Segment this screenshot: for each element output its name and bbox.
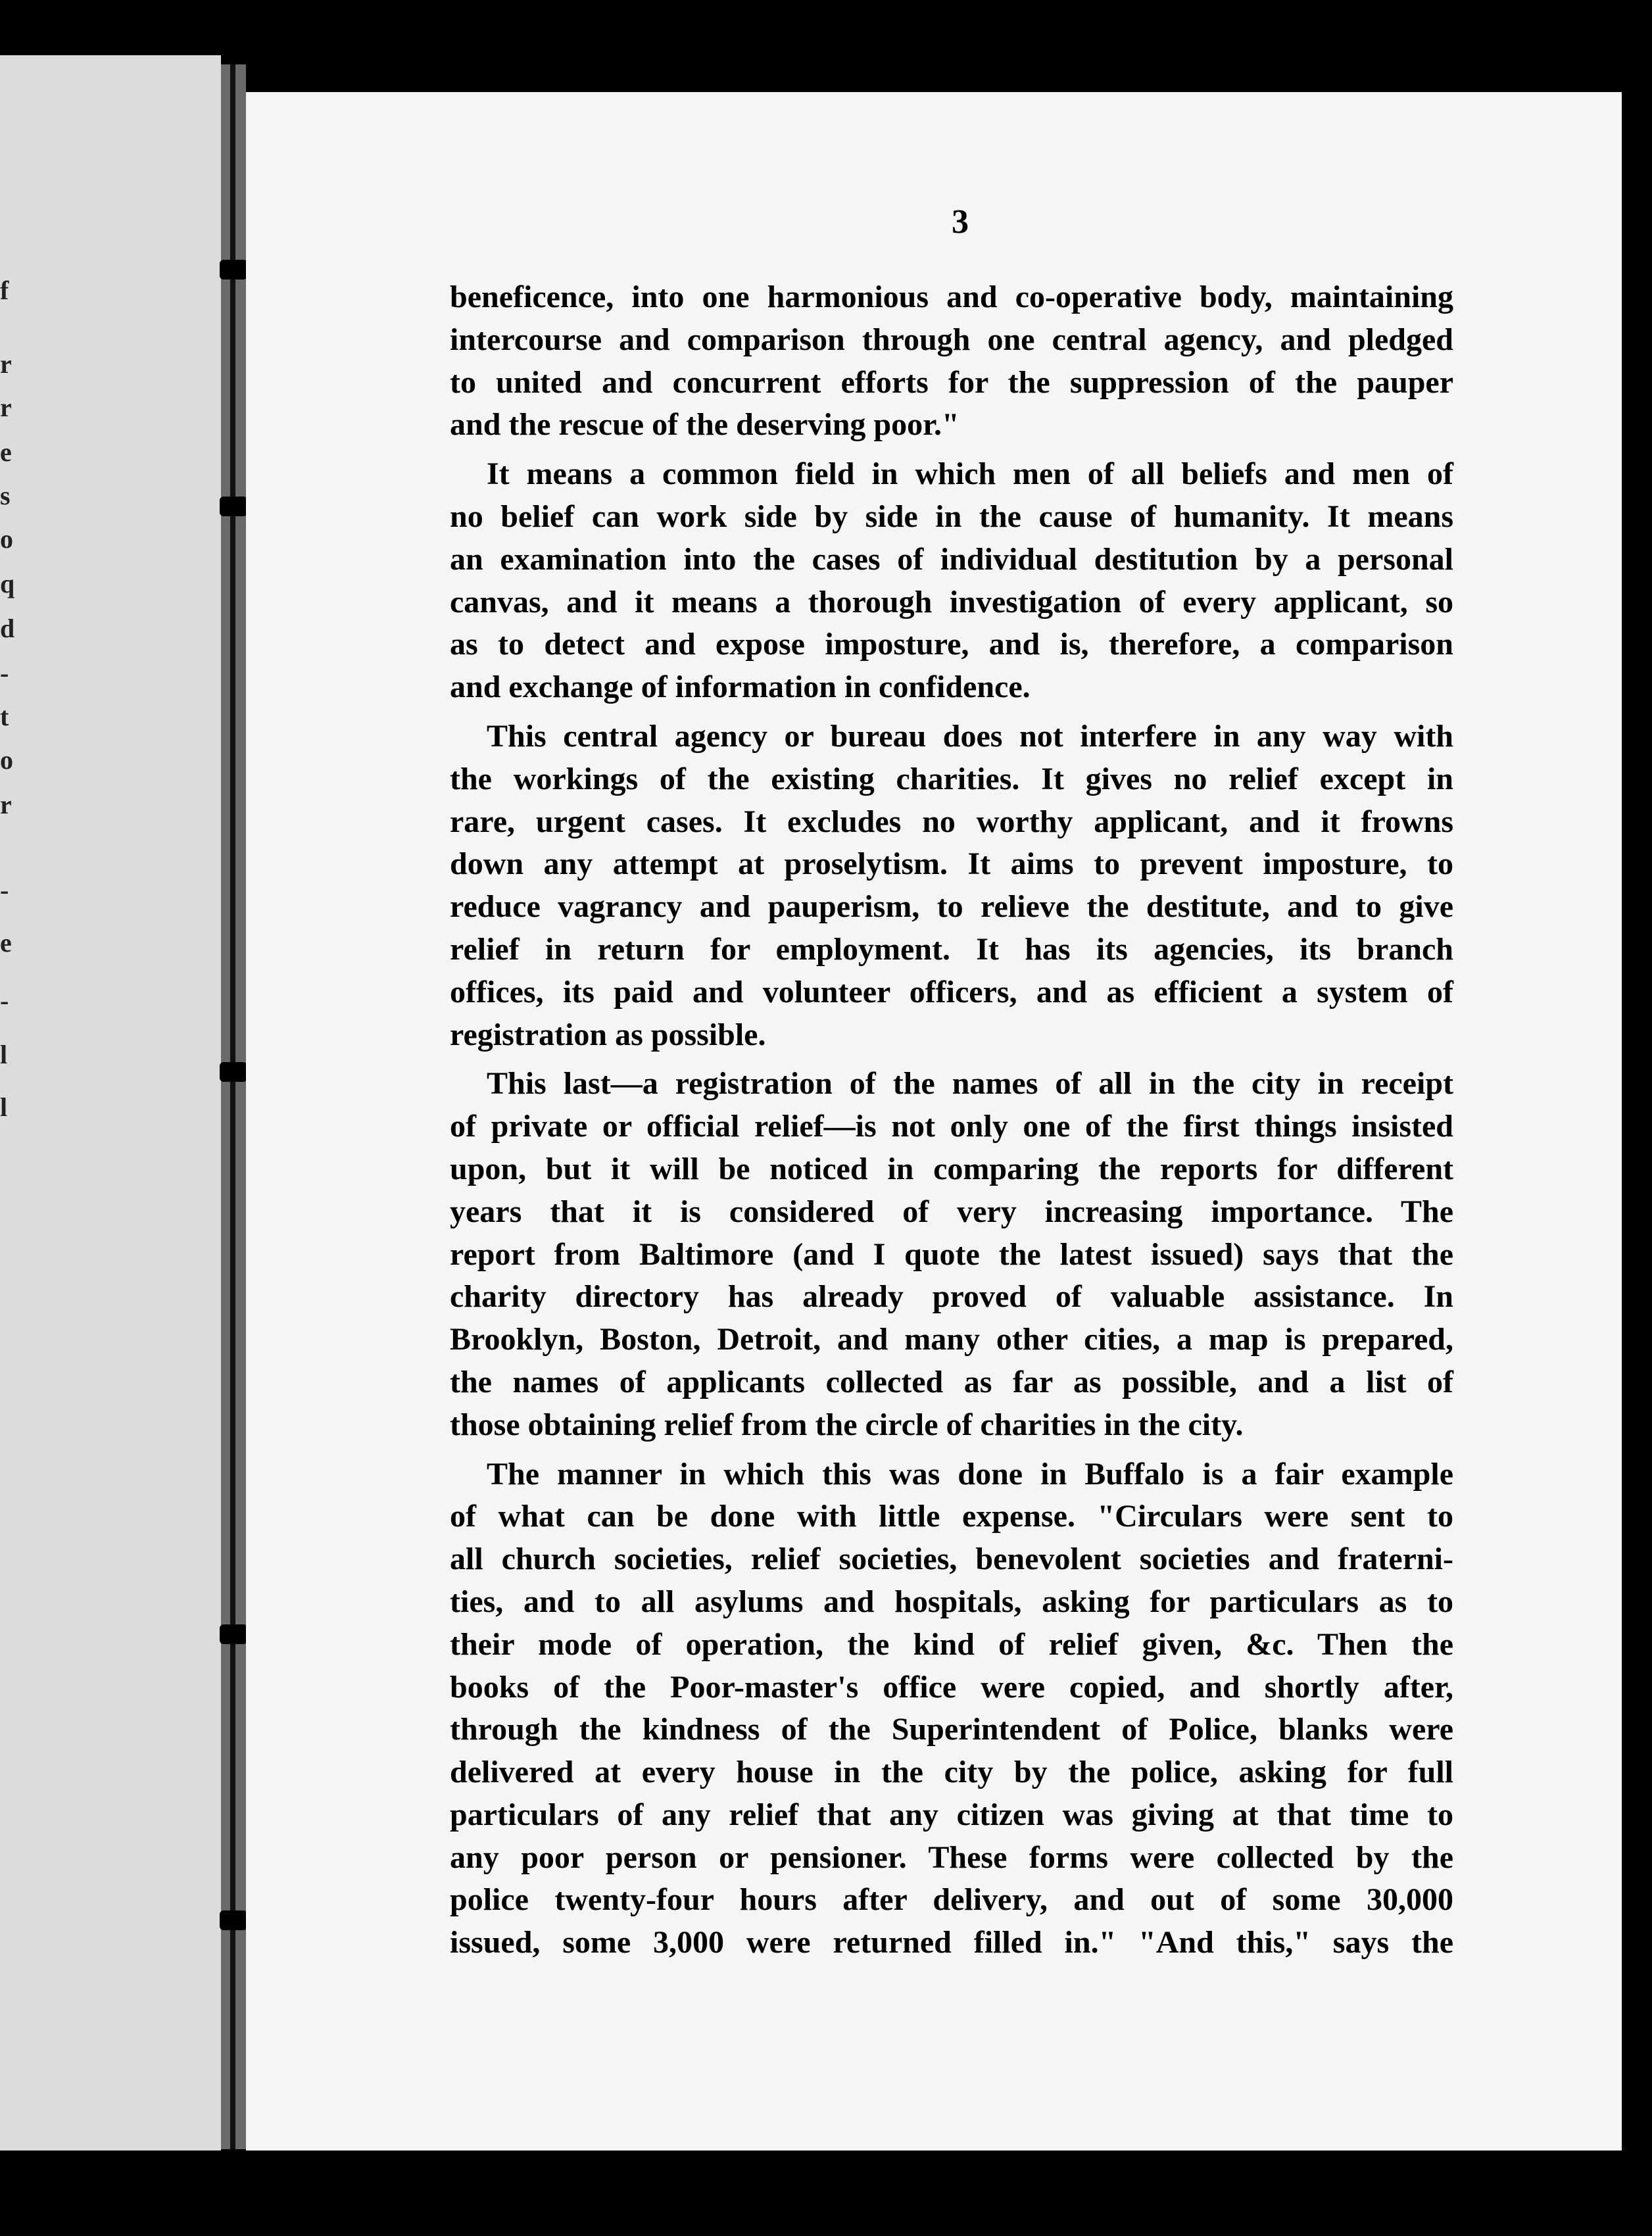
- paragraph: [450, 1453, 1453, 1965]
- binding-stitch: [220, 1910, 247, 1930]
- margin-letter: -: [0, 658, 9, 688]
- left-margin-letters: [0, 55, 26, 2151]
- binding-thread: [230, 64, 235, 2149]
- margin-letter: f: [0, 276, 9, 305]
- text-line: reduce vagrancy and pauperism, to relieve the destitute, and to give: [450, 889, 1453, 925]
- text-line: any poor person or pensioner. These forms were collected by the: [450, 1839, 1453, 1875]
- text-line: and the rescue of the deserving poor.": [450, 407, 960, 443]
- text-line: report from Baltimore (and I quote the latest issued) says that the: [450, 1236, 1453, 1272]
- text-line: particulars of any relief that any citizen was giving at that time to: [450, 1797, 1453, 1832]
- margin-letter: d: [0, 614, 15, 643]
- margin-letter: s: [0, 481, 11, 510]
- text-line: This central agency or bureau does not interfere in any way with: [487, 718, 1453, 754]
- margin-letter: l: [0, 1092, 8, 1122]
- text-line: registration as possible.: [450, 1017, 766, 1052]
- text-line: issued, some 3,000 were returned filled in." "And this," says the: [450, 1925, 1453, 1960]
- text-line: delivered at every house in the city by the police, asking for full: [450, 1755, 1453, 1790]
- margin-letter: o: [0, 524, 13, 554]
- text-line: Brooklyn, Boston, Detroit, and many other cities, a map is prepared,: [450, 1322, 1453, 1357]
- margin-letter: r: [0, 790, 12, 819]
- text-line: through the kindness of the Superintendent of Police, blanks were: [450, 1712, 1453, 1747]
- margin-letter: l: [0, 1040, 8, 1069]
- text-line: their mode of operation, the kind of relief given, &c. Then the: [450, 1626, 1453, 1662]
- paragraph: [450, 453, 1453, 709]
- text-line: an examination into the cases of individual destitution by a personal: [450, 541, 1453, 577]
- binding-stitch: [220, 260, 247, 280]
- text-line: of what can be done with little expense. "Circulars were sent to: [450, 1499, 1453, 1534]
- text-line: to united and concurrent efforts for the suppression of the pauper: [450, 364, 1453, 400]
- text-line: relief in return for employment. It has its agencies, its branch: [450, 931, 1453, 967]
- paragraph: [450, 716, 1453, 1056]
- text-line: intercourse and comparison through one central agency, and pledged: [450, 322, 1453, 357]
- binding-stitch: [220, 1624, 247, 1644]
- text-line: books of the Poor-master's office were copied, and shortly after,: [450, 1669, 1453, 1705]
- body-text: [450, 276, 1453, 1964]
- margin-letter: -: [0, 875, 9, 905]
- margin-letter: q: [0, 569, 15, 598]
- margin-letter: e: [0, 928, 12, 958]
- text-line: no belief can work side by side in the cause of humanity. It means: [450, 498, 1453, 534]
- text-line: as to detect and expose imposture, and is, therefore, a comparison: [450, 627, 1453, 662]
- text-line: years that it is considered of very increasing importance. The: [450, 1194, 1453, 1229]
- page-number: 3: [952, 203, 969, 241]
- text-line: police twenty-four hours after delivery, and out of some 30,000: [450, 1882, 1453, 1918]
- binding-stitch: [220, 497, 247, 516]
- margin-letter: o: [0, 745, 13, 775]
- text-line: all church societies, relief societies, benevolent societies and fraterni-: [450, 1542, 1453, 1577]
- margin-letter: e: [0, 437, 12, 467]
- text-line: those obtaining relief from the circle of charities in the city.: [450, 1407, 1244, 1442]
- text-line: ties, and to all asylums and hospitals, asking for particulars as to: [450, 1584, 1453, 1619]
- text-line: the names of applicants collected as far as possible, and a list of: [450, 1364, 1453, 1399]
- text-line: This last—a registration of the names of all in the city in receipt: [487, 1066, 1453, 1102]
- text-line: canvas, and it means a thorough investigation of every applicant, so: [450, 584, 1453, 620]
- text-line: The manner in which this was done in Buffalo is a fair example: [487, 1456, 1453, 1492]
- text-line: It means a common field in which men of all beliefs and men of: [487, 456, 1453, 492]
- text-line: charity directory has already proved of valuable assistance. In: [450, 1279, 1453, 1315]
- paragraph: [450, 276, 1453, 447]
- text-line: upon, but it will be noticed in comparing the reports for different: [450, 1151, 1453, 1186]
- text-line: of private or official relief—is not only one of the first things insisted: [450, 1109, 1453, 1144]
- text-line: rare, urgent cases. It excludes no worthy applicant, and it frowns: [450, 804, 1453, 839]
- left-page-edge: [0, 55, 221, 2151]
- text-line: down any attempt at proselytism. It aims to prevent imposture, to: [450, 846, 1453, 882]
- binding-stitch: [220, 1062, 247, 1082]
- margin-letter: r: [0, 393, 12, 422]
- margin-letter: r: [0, 349, 12, 379]
- margin-letter: -: [0, 986, 9, 1015]
- text-line: and exchange of information in confidence.: [450, 669, 1031, 705]
- text-line: the workings of the existing charities. It gives no relief except in: [450, 761, 1453, 796]
- margin-letter: t: [0, 702, 9, 731]
- text-line: beneficence, into one harmonious and co-operative body, maintaining: [450, 280, 1453, 314]
- text-line: offices, its paid and volunteer officers, and as efficient a system of: [450, 974, 1453, 1009]
- paragraph: [450, 1063, 1453, 1446]
